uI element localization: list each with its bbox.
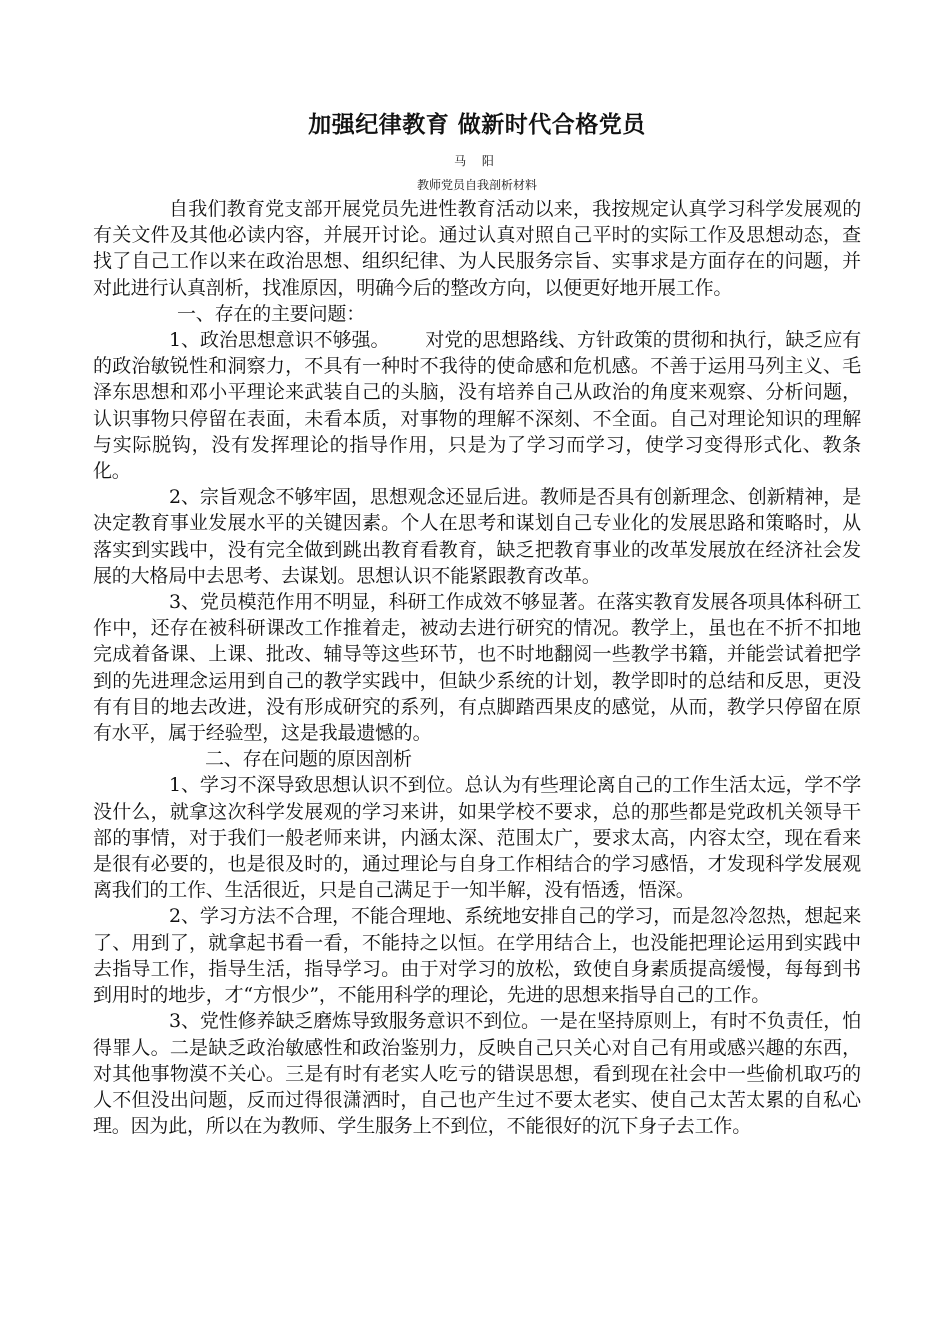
cause-item-2: 2、学习方法不合理，不能合理地、系统地安排自己的学习，而是忽冷忽热，想起来了、用到了，就拿起书看一看，不能持之以恒。在学用结合上，也没能把理论运用到实践中去指导工作，指导生活，指导学习。由于对学习的放松，致使自身素质提高缓慢，每每到书到用时的地步，才“方恨少”，不能用科学的理论，先进的思想来指导自己的工作。 (93, 905, 861, 1007)
cause-item-3: 3、党性修养缺乏磨炼导致服务意识不到位。一是在坚持原则上，有时不负责任，怕得罪人。二是缺乏政治敏感性和政治鉴别力，反映自己只关心对自己有用或感兴趣的东西，对其他事物漠不关心。三是有时有老实人吃亏的错误思想，看到现在社会中一些偷机取巧的人不但没出问题，反而过得很潇洒时，自己也产生过不要太老实、使自己太苦太累的自私心理。因为此，所以在为教师、学生服务上不到位，不能很好的沉下身子去工作。 (93, 1010, 861, 1138)
problem-item-1 (93, 327, 861, 484)
problem-item-2: 2、宗旨观念不够牢固，思想观念还显后进。教师是否具有创新理念、创新精神，是决定教育事业发展水平的关键因素。个人在思考和谋划自己专业化的发展思路和策略时，从落实到实践中，没有完全做到跳出教育看教育，缺乏把教育事业的改革发展放在经济社会发展的大格局中去思考、去谋划。思想认识不能紧跟教育改革。 (93, 486, 861, 587)
section-heading-causes: 二、存在问题的原因剖析 (205, 748, 412, 771)
document-subtitle: 教师党员自我剖析材料 (416, 178, 537, 192)
problem-item-1-label: 1、政治思想意识不够强。 (169, 329, 390, 352)
document-title: 加强纪律教育 做新时代合格党员 (308, 112, 646, 138)
document-author: 马 阳 (454, 154, 500, 168)
intro-paragraph: 自我们教育党支部开展党员先进性教育活动以来，我按规定认真学习科学发展观的有关文件及其他必读内容，并展开讨论。通过认真对照自己平时的实际工作及思想动态，查找了自己工作以来在政治思想、组织纪律、为人民服务宗旨、实事求是方面存在的问题，并对此进行认真剖析，找准原因，明确今后的整改方向，以便更好地开展工作。 (93, 198, 861, 299)
document-page (93, 108, 861, 1139)
document-body (93, 196, 861, 1139)
problem-item-1-text: 对党的思想路线、方针政策的贯彻和执行，缺乏应有的政治敏锐性和洞察力，不具有一种时不我待的使命感和危机感。不善于运用马列主义、毛泽东思想和邓小平理论来武装自己的头脑，没有培养自己从政治的角度来观察、分析问题，认识事物只停留在表面，未看本质，对事物的理解不深刻、不全面。自己对理论知识的理解与实际脱钩，没有发挥理论的指导作用，只是为了学习而学习，使学习变得形式化、教条化。 (93, 329, 861, 483)
problem-item-3: 3、党员模范作用不明显，科研工作成效不够显著。在落实教育发展各项具体科研工作中，还存在被科研课改工作推着走，被动去进行研究的情况。教学上，虽也在不折不扣地完成着备课、上课、批改、辅导等这些环节，也不时地翻阅一些教学书籍，并能尝试着把学到的先进理念运用到自己的教学实践中，但缺少系统的计划，教学即时的总结和反思，更没有有目的地去改进，没有形成研究的系列，有点脚踏西果皮的感觉，从而，教学只停留在原有水平，属于经验型，这是我最遗憾的。 (93, 591, 861, 745)
section-heading-problems: 一、存在的主要问题： (177, 302, 366, 325)
cause-item-1: 1、学习不深导致思想认识不到位。总认为有些理论离自己的工作生活太远，学不学没什么，就拿这次科学发展观的学习来讲，如果学校不要求，总的那些都是党政机关领导干部的事情，对于我们一般老师来讲，内涵太深、范围太广，要求太高，内容太空，现在看来是很有必要的，也是很及时的，通过理论与自身工作相结合的学习感悟，才发现科学发展观离我们的工作、生活很近，只是自己满足于一知半解，没有悟透，悟深。 (93, 774, 861, 902)
